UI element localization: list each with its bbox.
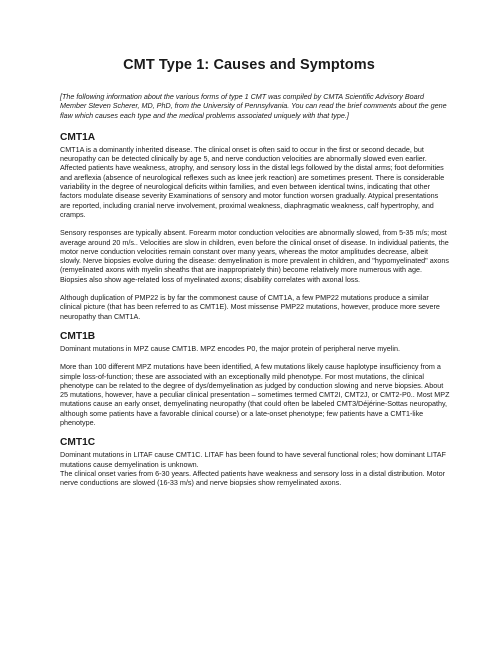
section-heading: CMT1C bbox=[60, 437, 96, 449]
page-title: CMT Type 1: Causes and Symptoms bbox=[123, 57, 375, 73]
section-heading: CMT1A bbox=[60, 131, 96, 143]
section-heading: CMT1B bbox=[60, 330, 96, 342]
paragraph: More than 100 different MPZ mutations have been identified, A few mutations likely cause haplotype insufficiency from a simple loss-of-function; these are associated with an exceptionally mild phenotype. For most mutations, the clinical phenotype can be related to the degree of dys/demyelination as judged by conduction slowing and nerve biopsies. About 25 mutations, however, have a peculiar clinical presentation – sometimes termed CMT2I, CMT2J, or CMT2-P0.. Most MPZ mutations cause an early onset, demyelinating neuropathy (that could often be labeled CMT3/Déjérine-Sottas neuropathy, although some patients have a favorable clinical course) or a late-onset phenotype; few patients have a CMT1-like phenotype. bbox=[60, 362, 450, 428]
document-body bbox=[60, 92, 450, 498]
section-cmt1a bbox=[60, 132, 450, 321]
intro-paragraph: [The following information about the various forms of type 1 CMT was compiled by CMTA Scientific Advisory Board Member Steven Scherer, MD, PhD, from the University of Pennsylvania. You can read the brief comments about the gene flaw which causes each type and the medical problems associated uniquely with that type.] bbox=[60, 92, 447, 120]
paragraph: CMT1A is a dominantly inherited disease. The clinical onset is often said to occur in the first or second decade, but neuropathy can be detected clinically by age 5, and nerve conduction velocities are abnormally slowed even earlier. Affected patients have weakness, atrophy, and sensory loss in the distal legs followed by the distal arms; foot deformities and areflexia (absence of neurological reflexes such as knee jerk reaction) are sometimes present. There is considerable variability in the degree of neurological deficits within families, and even between identical twins, indicating that other factors modulate disease severity Examinations of sensory and motor function worsen gradually. Atypical presentations are reported, including cranial nerve involvement, proximal weakness, diaphragmatic weakness, calf hypertrophy, and cramps. bbox=[60, 144, 445, 219]
paragraph: The clinical onset varies from 6-30 years. Affected patients have weakness and sensory loss in a distal distribution. Motor nerve conductions are slowed (16-33 m/s) and nerve biopsies show remyelinated axons. bbox=[60, 468, 445, 488]
paragraph: Dominant mutations in MPZ cause CMT1B. MPZ encodes P0, the major protein of peripheral nerve myelin. bbox=[60, 343, 400, 353]
section-cmt1c bbox=[60, 437, 450, 487]
paragraph: Sensory responses are typically absent. Forearm motor conduction velocities are abnormally slowed, from 5-35 m/s; most average around 20 m/s.. Velocities are slow in children, even before the clinical onset of disease. In individual patients, the motor nerve conduction velocities remain constant over many years, whereas the motor amplitudes decrease, albeit slowly. Nerve biopsies evolve during the disease: demyelination is more prevalent in children, and "hypomyelinated" axons (remyelinated axons with myelin sheaths that are inappropriately thin) become relatively more numerous with age. Biopsies also show age-related loss of myelinated axons; disability correlates with axonal loss. bbox=[60, 228, 449, 284]
section-cmt1b bbox=[60, 331, 450, 427]
paragraph: Although duplication of PMP22 is by far the commonest cause of CMT1A, a few PMP22 mutations produce a similar clinical picture (that has been referred to as CMT1E). Most missense PMP22 mutations, however, produce more severe neuropathy than CMT1A. bbox=[60, 293, 440, 321]
paragraph: Dominant mutations in LITAF cause CMT1C. LITAF has been found to have several functional roles; how dominant LITAF mutations cause demyelination is unknown. bbox=[60, 450, 446, 469]
